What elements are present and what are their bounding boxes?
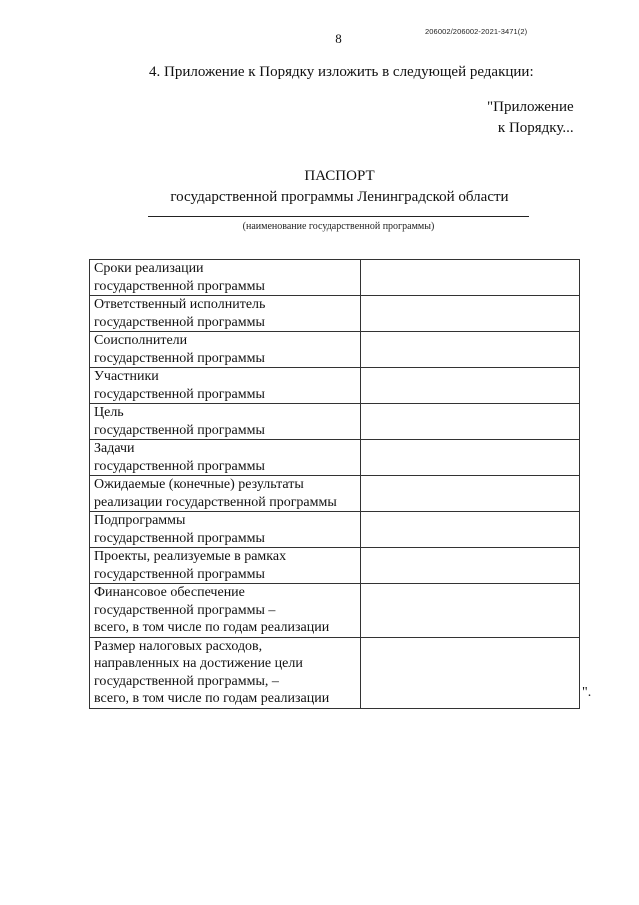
amendment-instruction: 4. Приложение к Порядку изложить в следующей редакции: — [149, 64, 534, 80]
passport-row-label-line: всего, в том числе по годам реализации — [94, 620, 330, 635]
passport-row-label — [90, 637, 361, 708]
passport-row-label-line: Участники — [94, 369, 159, 384]
passport-row — [90, 404, 580, 440]
passport-row-value — [360, 584, 579, 638]
annex-reference — [487, 97, 574, 139]
passport-row-value — [360, 476, 579, 512]
passport-row-label-line: государственной программы — [94, 350, 265, 366]
program-name-caption: (наименование государственной программы) — [242, 221, 435, 232]
passport-row-label — [90, 548, 361, 584]
passport-row-value — [360, 637, 579, 708]
passport-row-label-line: Цель — [94, 405, 124, 420]
passport-row-label — [90, 332, 361, 368]
passport-row-value — [360, 296, 579, 332]
passport-row — [90, 637, 580, 708]
passport-row-label-line: государственной программы — [94, 530, 265, 546]
passport-title: ПАСПОРТ — [304, 168, 375, 184]
passport-row-label-line: Проекты, реализуемые в рамках — [94, 549, 287, 564]
passport-row-label — [90, 404, 361, 440]
passport-row-label-line: Ожидаемые (конечные) результаты — [94, 477, 304, 492]
passport-row-label-line: Финансовое обеспечение — [94, 585, 245, 600]
passport-row-label — [90, 440, 361, 476]
document-id: 206002/206002-2021-3471(2) — [425, 27, 528, 36]
closing-quote: ". — [582, 685, 592, 700]
passport-row-label-line: государственной программы, – — [94, 673, 279, 689]
passport-row-label-line: государственной программы — [94, 386, 265, 402]
passport-row-value — [360, 548, 579, 584]
passport-row-label-line: реализации государственной программы — [94, 494, 337, 510]
passport-row — [90, 440, 580, 476]
passport-row-label — [90, 584, 361, 638]
passport-row-label — [90, 476, 361, 512]
passport-row-label-line: государственной программы — [94, 278, 265, 294]
passport-row-value — [360, 404, 579, 440]
passport-subtitle: государственной программы Ленинградской области — [170, 189, 509, 205]
passport-row — [90, 260, 580, 296]
passport-row-label-line: Размер налоговых расходов, — [94, 638, 263, 654]
annex-reference-line-2: к Порядку... — [497, 120, 574, 136]
passport-row-label-line: направленных на достижение цели — [94, 656, 303, 671]
passport-row-value — [360, 332, 579, 368]
passport-row-label-line: Ответственный исполнитель — [94, 297, 266, 312]
passport-row-label-line: государственной программы — [94, 458, 265, 474]
passport-row-value — [360, 368, 579, 404]
passport-row-label-line: государственной программы – — [94, 602, 276, 618]
passport-row-label-line: всего, в том числе по годам реализации — [94, 691, 330, 706]
passport-row — [90, 296, 580, 332]
passport-row — [90, 584, 580, 638]
passport-row-label-line: государственной программы — [94, 422, 265, 438]
passport-table-body — [90, 260, 580, 709]
passport-row — [90, 548, 580, 584]
passport-heading — [0, 168, 639, 206]
passport-row-label — [90, 368, 361, 404]
passport-row-label-line: государственной программы — [94, 566, 265, 582]
passport-row-label-line: Подпрограммы — [94, 513, 186, 528]
program-name-line — [148, 216, 529, 217]
passport-row-label-line: Соисполнители — [94, 333, 188, 348]
passport-row — [90, 332, 580, 368]
annex-reference-line-1: "Приложение — [487, 99, 574, 115]
passport-row-label-line: Задачи — [94, 441, 135, 456]
passport-row-label-line: Сроки реализации — [94, 261, 204, 276]
passport-row — [90, 512, 580, 548]
passport-row-label — [90, 512, 361, 548]
passport-row — [90, 476, 580, 512]
passport-row-value — [360, 260, 579, 296]
page-number: 8 — [335, 31, 342, 46]
passport-row-label — [90, 296, 361, 332]
passport-row-value — [360, 440, 579, 476]
passport-row-value — [360, 512, 579, 548]
passport-row — [90, 368, 580, 404]
passport-row-label — [90, 260, 361, 296]
passport-table — [89, 259, 580, 709]
passport-row-label-line: государственной программы — [94, 314, 265, 330]
